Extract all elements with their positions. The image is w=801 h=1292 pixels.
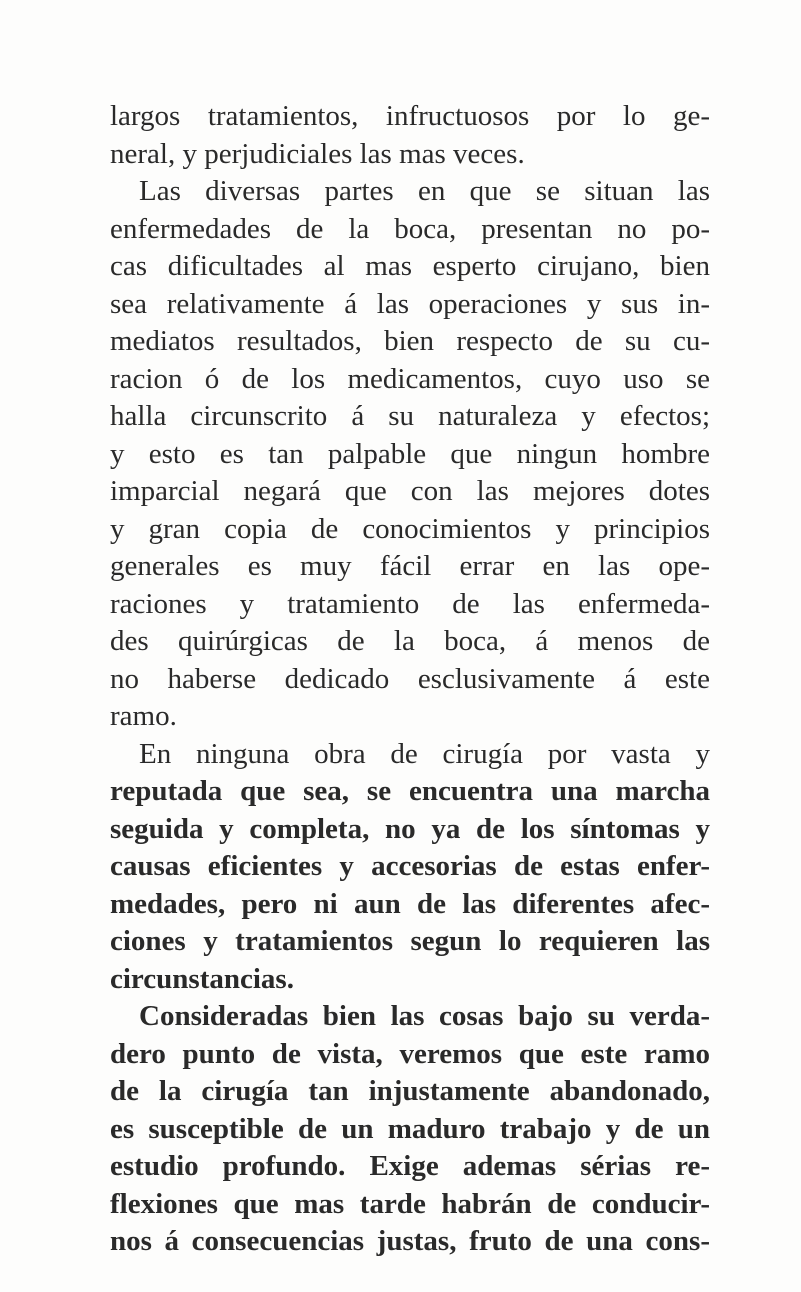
text-line: mediatos resultados, bien respecto de su cu- bbox=[110, 325, 710, 357]
text-line: racion ó de los medicamentos, cuyo uso se bbox=[110, 362, 710, 395]
text-line: halla circunscrito á su naturaleza y efectos; bbox=[110, 400, 710, 432]
text-line: nos á consecuencias justas, fruto de una cons- bbox=[110, 1225, 710, 1257]
text-line: imparcial negará que con las mejores dotes bbox=[110, 475, 710, 507]
text-line: flexiones que mas tarde habrán de conducir- bbox=[110, 1187, 710, 1220]
text-line: sea relativamente á las operaciones y sus in- bbox=[110, 287, 710, 320]
text-line: circunstancias. bbox=[110, 962, 294, 995]
text-line: causas eficientes y accesorias de estas enfer- bbox=[110, 850, 710, 882]
text-line: raciones y tratamiento de las enfermeda- bbox=[110, 587, 710, 620]
text-line: ciones y tratamientos segun lo requieren las bbox=[110, 925, 710, 957]
text-line: Las diversas partes en que se situan las bbox=[139, 175, 710, 207]
text-line: Consideradas bien las cosas bajo su verda- bbox=[139, 1000, 710, 1032]
text-line: neral, y perjudiciales las mas veces. bbox=[110, 137, 525, 170]
text-line: y esto es tan palpable que ningun hombre bbox=[110, 437, 710, 470]
text-line: enfermedades de la boca, presentan no po- bbox=[110, 212, 710, 245]
text-line: ramo. bbox=[110, 700, 177, 732]
text-line: medades, pero ni aun de las diferentes afec- bbox=[110, 887, 710, 920]
text-line: generales es muy fácil errar en las ope- bbox=[110, 550, 710, 582]
text-line: reputada que sea, se encuentra una marcha bbox=[110, 775, 710, 807]
text-line: En ninguna obra de cirugía por vasta y bbox=[139, 737, 710, 770]
text-line: cas dificultades al mas esperto cirujano, bien bbox=[110, 250, 710, 282]
text-line: es susceptible de un maduro trabajo y de un bbox=[110, 1112, 710, 1145]
text-line: dero punto de vista, veremos que este ramo bbox=[110, 1037, 710, 1070]
text-line: largos tratamientos, infructuosos por lo ge- bbox=[110, 100, 710, 132]
text-line: de la cirugía tan injustamente abandonado, bbox=[110, 1075, 710, 1107]
text-line: no haberse dedicado esclusivamente á este bbox=[110, 662, 710, 695]
text-line: des quirúrgicas de la boca, á menos de bbox=[110, 625, 710, 657]
text-line: seguida y completa, no ya de los síntomas y bbox=[110, 812, 710, 845]
text-line: y gran copia de conocimientos y principios bbox=[110, 512, 710, 545]
body-text bbox=[110, 98, 710, 1261]
text-line: estudio profundo. Exige ademas sérias re- bbox=[110, 1150, 710, 1182]
